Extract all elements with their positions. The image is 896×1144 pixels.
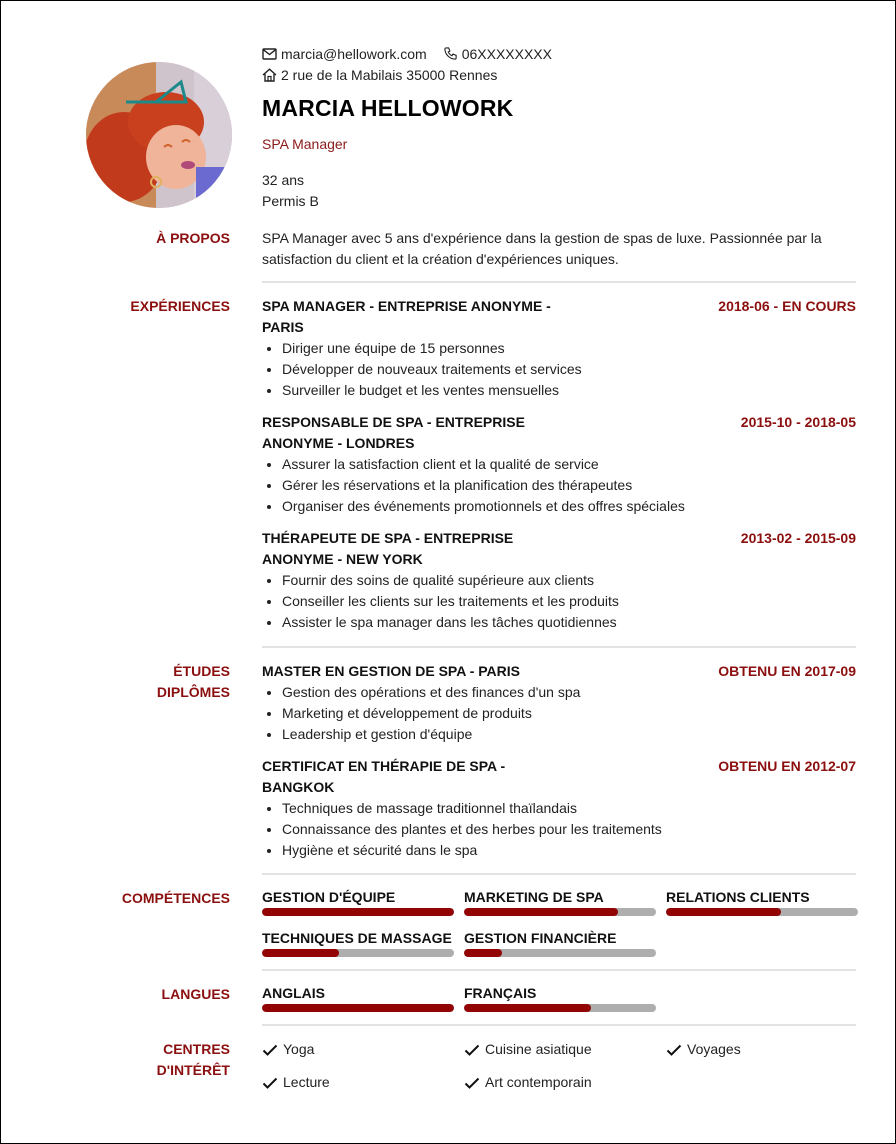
label-line: CENTRES [163,1041,230,1057]
interest-label: Art contemporain [485,1074,592,1090]
experience-tasks [262,454,856,517]
experience-entry [262,296,856,401]
interest-item [262,1072,464,1093]
phone-icon [443,46,458,61]
check-icon [666,1044,682,1056]
personal-info [262,170,862,212]
divider [262,646,856,648]
label-line: DIPLÔMES [156,684,230,700]
avatar-illustration-icon [86,62,232,208]
topic-item: • Connaissance des plantes et des herbes pour les traitements [282,819,856,840]
divider [262,281,856,283]
check-icon [464,1044,480,1056]
experience-title: SPA MANAGER - ENTREPRISE ANONYME - PARIS [262,298,551,335]
experience-date: 2018-06 - EN COURS [718,298,856,314]
experience-date: 2015-10 - 2018-05 [740,414,856,430]
degree-title: CERTIFICAT EN THÉRAPIE DE SPA - BANGKOK [262,758,506,795]
email-text: marcia@hellowork.com [281,45,427,62]
address-contact [262,67,497,83]
envelope-icon [262,48,277,60]
interest-label: Lecture [283,1074,330,1090]
label-line: ÉTUDES [173,663,230,679]
topic-item: • Hygiène et sécurité dans le spa [282,840,856,861]
check-icon [262,1044,278,1056]
degree-topics [262,682,856,745]
interests-body [262,1039,856,1093]
task-item: • Surveiller le budget et les ventes mensuelles [282,380,856,401]
experience-entry [262,528,856,633]
driving-license: Permis B [262,193,319,209]
language-name: ANGLAIS [262,985,325,1001]
experience-entry [262,412,856,517]
section-label-experiences: EXPÉRIENCES [130,298,230,314]
contact-line-1 [262,43,862,64]
about-text: SPA Manager avec 5 ans d'expérience dans la gestion de spas de luxe. Passionnée par la satisfaction du client et la création d'expériences uniques. [262,230,822,267]
interest-label: Voyages [687,1041,741,1057]
education-entry [262,756,856,861]
resume-header [262,43,862,212]
experience-date: 2013-02 - 2015-09 [740,530,856,546]
skill-level-bar [262,949,454,957]
interest-item [666,1039,856,1060]
skill-level-bar [464,949,656,957]
skills-body [262,888,856,957]
experiences-body [262,296,856,644]
skill-item [464,929,656,957]
skill-name: TECHNIQUES DE MASSAGE [262,930,452,946]
topic-item: • Techniques de massage traditionnel thaïlandais [282,798,856,819]
skill-item [666,888,858,916]
degree-topics [262,798,856,861]
phone-text: 06XXXXXXXX [461,45,552,62]
divider [262,969,856,971]
skill-level-bar [666,908,858,916]
skill-item [262,888,454,916]
home-icon [262,68,277,82]
skill-item [464,888,656,916]
language-name: FRANÇAIS [464,985,537,1001]
degree-date: OBTENU EN 2017-09 [718,663,856,679]
skill-name: GESTION D'ÉQUIPE [262,889,396,905]
education-body [262,661,856,872]
divider [262,1024,856,1026]
task-item: • Assurer la satisfaction client et la qualité de service [282,454,856,475]
language-level-bar [464,1004,656,1012]
interest-item [464,1072,666,1093]
contact-line-2 [262,64,862,85]
interest-item [262,1039,464,1060]
skill-level-bar [262,908,454,916]
task-item: • Diriger une équipe de 15 personnes [282,338,856,359]
topic-item: • Marketing et développement de produits [282,703,856,724]
language-item [262,984,454,1012]
topic-item: • Gestion des opérations et des finances d'un spa [282,682,856,703]
interest-label: Cuisine asiatique [485,1041,592,1057]
topic-item: • Leadership et gestion d'équipe [282,724,856,745]
job-title: SPA Manager [262,136,348,152]
skill-item [262,929,454,957]
divider [262,873,856,875]
task-item: • Fournir des soins de qualité supérieure aux clients [282,570,856,591]
task-item: • Organiser des événements promotionnels et des offres spéciales [282,496,856,517]
experience-tasks [262,570,856,633]
interest-label: Yoga [283,1041,315,1057]
email-contact[interactable] [262,46,427,62]
education-entry [262,661,856,745]
label-line: D'INTÉRÊT [156,1062,230,1078]
section-label-languages: LANGUES [161,986,230,1002]
skill-level-bar [464,908,656,916]
profile-photo [86,62,232,208]
check-icon [262,1077,278,1089]
phone-contact[interactable] [443,46,552,62]
degree-title: MASTER EN GESTION DE SPA - PARIS [262,663,520,679]
degree-date: OBTENU EN 2012-07 [718,758,856,774]
age: 32 ans [262,172,305,188]
task-item: • Développer de nouveaux traitements et services [282,359,856,380]
languages-body [262,984,856,1012]
task-item: • Assister le spa manager dans les tâches quotidiennes [282,612,856,633]
skill-name: RELATIONS CLIENTS [666,889,810,905]
check-icon [464,1077,480,1089]
skill-name: MARKETING DE SPA [464,889,604,905]
skill-name: GESTION FINANCIÈRE [464,930,617,946]
experience-title: RESPONSABLE DE SPA - ENTREPRISE ANONYME - LONDRES [262,414,525,451]
address-text: 2 rue de la Mabilais 35000 Rennes [281,66,498,83]
experience-tasks [262,338,856,401]
task-item: • Gérer les réservations et la planification des thérapeutes [282,475,856,496]
section-label-about: À PROPOS [156,230,230,246]
language-level-bar [262,1004,454,1012]
candidate-name: MARCIA HELLOWORK [262,95,514,121]
section-label-skills: COMPÉTENCES [121,890,230,906]
section-label-interests [110,1039,230,1081]
about-body [262,228,856,270]
section-label-education [110,661,230,703]
language-item [464,984,656,1012]
interest-item [464,1039,666,1060]
task-item: • Conseiller les clients sur les traitements et les produits [282,591,856,612]
experience-title: THÉRAPEUTE DE SPA - ENTREPRISE ANONYME - NEW YORK [262,530,514,567]
